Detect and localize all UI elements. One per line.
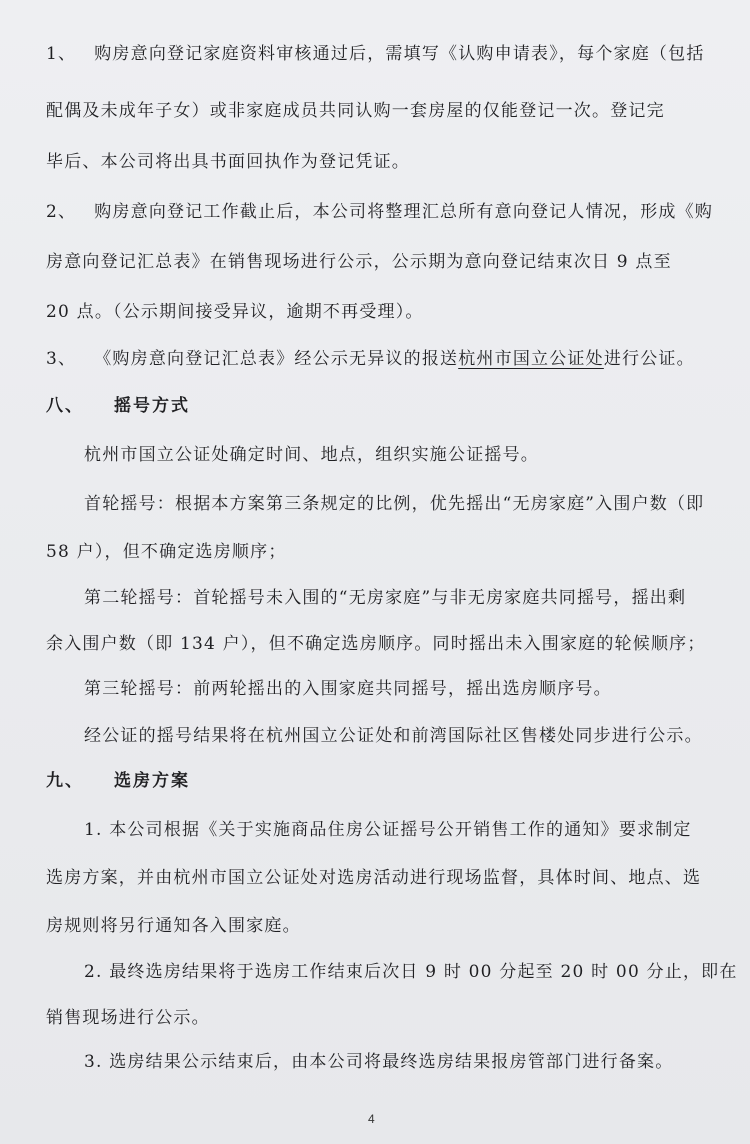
page-number: 4 (368, 1112, 375, 1126)
item-3-number: 3、 (46, 349, 77, 369)
section-9-para-1-line-1: 1. 本公司根据《关于实施商品住房公证摇号公开销售工作的通知》要求制定 (84, 820, 692, 840)
item-2-line-2: 房意向登记汇总表》在销售现场进行公示，公示期为意向登记结束次日 9 点至 (46, 252, 672, 272)
item-3-line: 3、 《购房意向登记汇总表》经公示无异议的报送杭州市国立公证处进行公证。 (46, 349, 695, 369)
item-1-number: 1、 (46, 44, 77, 64)
section-9-heading (46, 769, 190, 793)
section-8-para-4: 第三轮摇号：前两轮摇出的入围家庭共同摇号，摇出选房顺序号。 (84, 679, 612, 699)
item-2-line-3: 20 点。（公示期间接受异议，逾期不再受理）。 (46, 302, 424, 322)
section-8-para-3-line-1: 第二轮摇号：首轮摇号未入围的“无房家庭”与非无房家庭共同摇号，摇出剩 (84, 588, 687, 608)
section-8-para-1: 杭州市国立公证处确定时间、地点，组织实施公证摇号。 (84, 445, 539, 465)
section-9-title: 选房方案 (114, 771, 190, 791)
item-2-line-1: 2、 购房意向登记工作截止后，本公司将整理汇总所有意向登记人情况，形成《购 (46, 202, 714, 222)
notary-office-underlined: 杭州市国立公证处 (458, 349, 604, 369)
section-8-para-3-line-2: 余入围户数（即 134 户），但不确定选房顺序。同时摇出未入围家庭的轮候顺序； (46, 634, 706, 654)
section-9-para-1-line-2: 选房方案，并由杭州市国立公证处对选房活动进行现场监督，具体时间、地点、选 (46, 868, 702, 888)
section-8-number: 八、 (46, 396, 84, 416)
section-8-para-5: 经公证的摇号结果将在杭州国立公证处和前湾国际社区售楼处同步进行公示。 (84, 726, 703, 746)
section-8-title: 摇号方式 (114, 396, 190, 416)
item-2-number: 2、 (46, 202, 77, 222)
item-1-line-2: 配偶及未成年子女）或非家庭成员共同认购一套房屋的仅能登记一次。登记完 (46, 101, 665, 121)
section-8-heading (46, 394, 190, 418)
item-1-line-1: 1、 购房意向登记家庭资料审核通过后，需填写《认购申请表》，每个家庭（包括 (46, 44, 705, 64)
item-1-line-3: 毕后、本公司将出具书面回执作为登记凭证。 (46, 152, 410, 172)
section-9-para-1-line-3: 房规则将另行通知各入围家庭。 (46, 916, 301, 936)
section-8-para-2-line-2: 58 户），但不确定选房顺序； (46, 542, 287, 562)
section-8-para-2-line-1: 首轮摇号：根据本方案第三条规定的比例，优先摇出“无房家庭”入围户数（即 (84, 494, 705, 514)
section-9-para-2-line-1: 2. 最终选房结果将于选房工作结束后次日 9 时 00 分起至 20 时 00 分止，即在 (84, 962, 738, 982)
section-9-para-2-line-2: 销售现场进行公示。 (46, 1008, 210, 1028)
section-9-number: 九、 (46, 771, 84, 791)
section-9-para-3: 3. 选房结果公示结束后，由本公司将最终选房结果报房管部门进行备案。 (84, 1052, 674, 1072)
